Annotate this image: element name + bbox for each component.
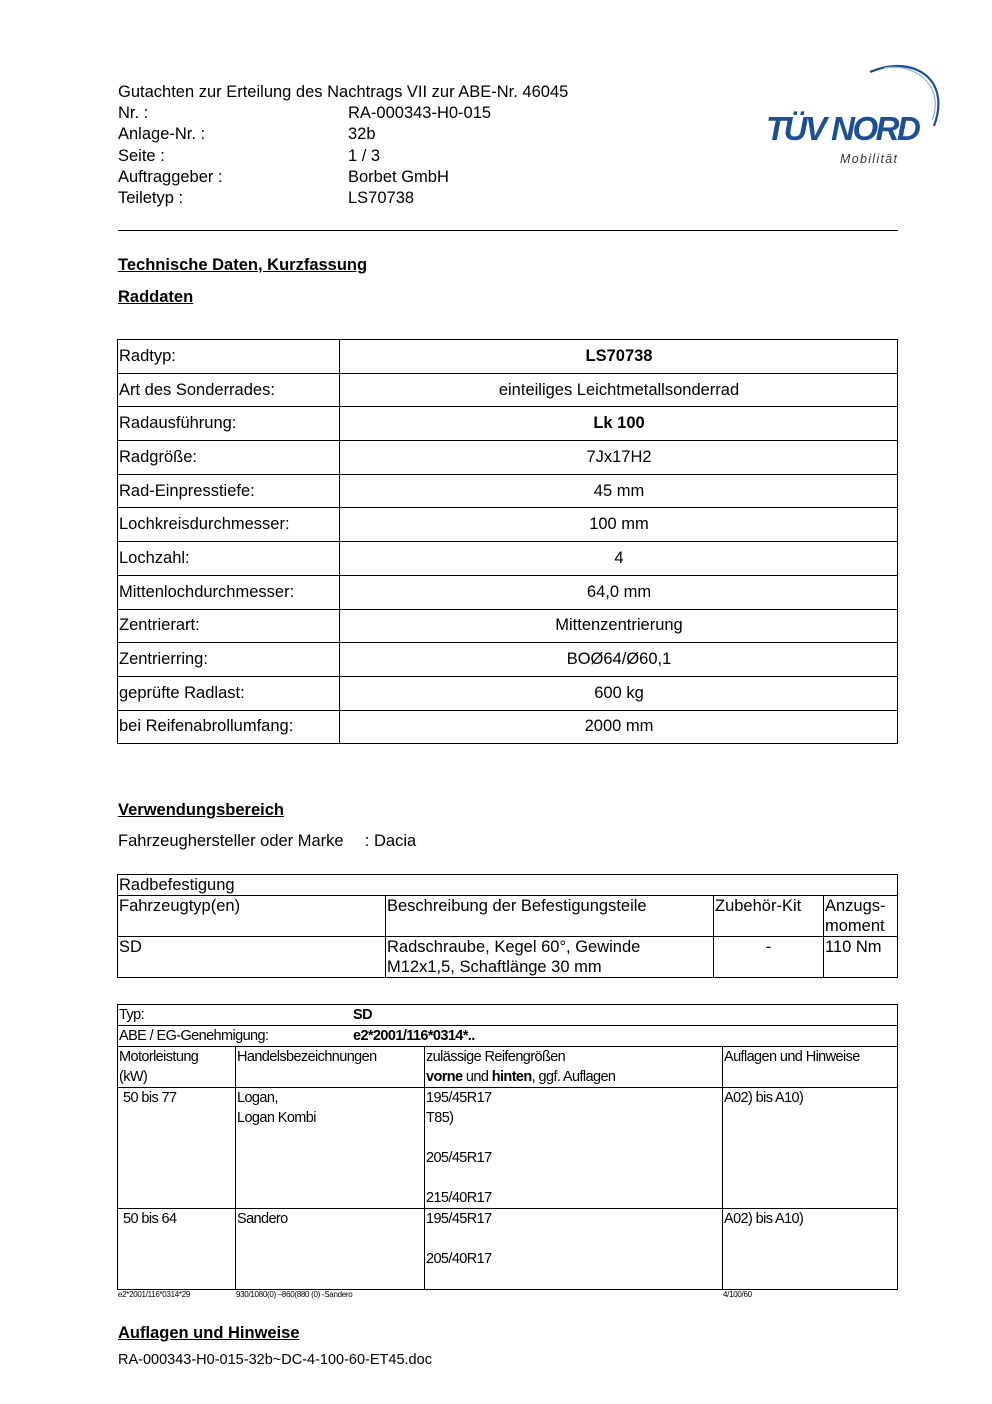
handelsbezeichnung-cell bbox=[236, 1088, 425, 1209]
smallprint-gewicht: 930/1080(0) –860(880 (0) -Sandero bbox=[236, 1290, 353, 1299]
raddaten-value: Mittenzentrierung bbox=[340, 609, 898, 643]
document-title: Gutachten zur Erteilung des Nachtrags VII zur ABE-Nr. 46045 bbox=[118, 83, 569, 101]
raddaten-value: 64,0 mm bbox=[340, 575, 898, 609]
hersteller-separator: : bbox=[364, 832, 370, 850]
raddaten-value: einteiliges Leichtmetallsonderrad bbox=[340, 373, 898, 407]
document-header bbox=[118, 82, 568, 209]
raddaten-label: Zentrierring: bbox=[118, 643, 340, 677]
radbefestigung-table bbox=[117, 874, 898, 978]
column-header-line: Motorleistung bbox=[119, 1049, 199, 1065]
reifen-line: T85) bbox=[426, 1110, 454, 1126]
typ-table bbox=[117, 1004, 898, 1290]
raddaten-value: BOØ64/Ø60,1 bbox=[340, 643, 898, 677]
footer-filename: RA-000343-H0-015-32b~DC-4-100-60-ET45.doc bbox=[118, 1352, 432, 1368]
heading-technische-daten: Technische Daten, Kurzfassung bbox=[118, 256, 368, 274]
raddaten-label: Art des Sonderrades: bbox=[118, 373, 340, 407]
zubehoer-cell: - bbox=[714, 937, 824, 978]
column-header-anzugsmoment bbox=[824, 896, 898, 937]
table-row bbox=[118, 937, 898, 978]
table-row bbox=[118, 508, 898, 542]
header-row-nr bbox=[118, 103, 568, 124]
typ-value: SD bbox=[353, 1007, 372, 1023]
header-key: Teiletyp : bbox=[118, 189, 184, 208]
raddaten-label: Radausführung: bbox=[118, 407, 340, 441]
logo-wordmark: TÜV NORD bbox=[766, 110, 919, 147]
abe-label: ABE / EG-Genehmigung: bbox=[119, 1028, 269, 1044]
handelsbezeichnung-cell bbox=[236, 1209, 425, 1290]
header-value: Borbet GmbH bbox=[348, 167, 449, 186]
raddaten-value: 45 mm bbox=[340, 474, 898, 508]
hersteller-line bbox=[118, 832, 416, 851]
reifen-cell bbox=[425, 1209, 723, 1290]
table-row bbox=[118, 542, 898, 576]
header-key: Nr. : bbox=[118, 104, 149, 123]
header-row-teiletyp bbox=[118, 188, 568, 209]
bold-word: vorne bbox=[426, 1069, 463, 1085]
reifen-line: 205/40R17 bbox=[426, 1251, 492, 1267]
reifen-line: 215/40R17 bbox=[426, 1190, 492, 1206]
raddaten-label: Radtyp: bbox=[118, 340, 340, 374]
fahrzeugtyp-cell: SD bbox=[118, 937, 386, 978]
table-row bbox=[118, 875, 898, 896]
hersteller-value: Dacia bbox=[373, 832, 417, 850]
table-row bbox=[118, 1026, 898, 1047]
column-header: Zubehör-Kit bbox=[714, 896, 824, 937]
raddaten-label: Rad-Einpresstiefe: bbox=[118, 474, 340, 508]
typ-label: Typ: bbox=[119, 1007, 144, 1023]
header-row-seite bbox=[118, 146, 568, 167]
header-key: Anlage-Nr. : bbox=[118, 125, 206, 144]
table-row bbox=[118, 710, 898, 744]
table-row bbox=[118, 1209, 898, 1290]
name-line: Logan Kombi bbox=[237, 1110, 316, 1126]
raddaten-label: Mittenlochdurchmesser: bbox=[118, 575, 340, 609]
table-row bbox=[118, 441, 898, 475]
reifen-line: 195/45R17 bbox=[426, 1090, 492, 1106]
header-value: RA-000343-H0-015 bbox=[348, 104, 492, 123]
column-header-reifen bbox=[425, 1047, 723, 1088]
header-divider bbox=[118, 230, 898, 231]
abe-value: e2*2001/116*0314*.. bbox=[353, 1028, 475, 1044]
table-row bbox=[118, 1005, 898, 1026]
typ-row bbox=[118, 1005, 898, 1026]
hersteller-label: Fahrzeughersteller oder Marke bbox=[118, 832, 344, 850]
table-row bbox=[118, 609, 898, 643]
header-value: 1 / 3 bbox=[348, 146, 381, 165]
column-header-line bbox=[426, 1067, 721, 1087]
header-key: Auftraggeber : bbox=[118, 167, 223, 186]
raddaten-value: 4 bbox=[340, 542, 898, 576]
reifen-line: 205/45R17 bbox=[426, 1150, 492, 1166]
raddaten-label: Radgröße: bbox=[118, 441, 340, 475]
header-key: Seite : bbox=[118, 146, 165, 165]
beschreibung-cell bbox=[386, 937, 714, 978]
column-header: Beschreibung der Befestigungsteile bbox=[386, 896, 714, 937]
beschreibung-line: Radschraube, Kegel 60°, Gewinde bbox=[387, 938, 641, 956]
raddaten-label: Zentrierart: bbox=[118, 609, 340, 643]
anzugsmoment-cell: 110 Nm bbox=[824, 937, 898, 978]
raddaten-value: Lk 100 bbox=[340, 407, 898, 441]
table-row bbox=[118, 474, 898, 508]
heading-verwendungsbereich: Verwendungsbereich bbox=[118, 801, 284, 819]
motor-cell: 50 bis 64 bbox=[118, 1209, 236, 1290]
motor-cell: 50 bis 77 bbox=[118, 1088, 236, 1209]
column-header-line: Anzugs- bbox=[825, 897, 886, 915]
raddaten-label: bei Reifenabrollumfang: bbox=[118, 710, 340, 744]
table-row bbox=[118, 575, 898, 609]
table-row bbox=[118, 643, 898, 677]
reifen-cell bbox=[425, 1088, 723, 1209]
table-row bbox=[118, 896, 898, 937]
column-header: Auflagen und Hinweise bbox=[723, 1047, 898, 1088]
column-header-motor bbox=[118, 1047, 236, 1088]
table-row bbox=[118, 676, 898, 710]
name-line: Logan, bbox=[237, 1090, 278, 1106]
raddaten-value: LS70738 bbox=[340, 340, 898, 374]
reifen-line: 195/45R17 bbox=[426, 1211, 492, 1227]
smallprint-lochkreis: 4/100/60 bbox=[723, 1290, 752, 1299]
auflagen-cell: A02) bis A10) bbox=[723, 1088, 898, 1209]
table-row bbox=[118, 407, 898, 441]
suffix-text: , ggf. Auflagen bbox=[531, 1069, 616, 1085]
raddaten-value: 7Jx17H2 bbox=[340, 441, 898, 475]
column-header: Fahrzeugtyp(en) bbox=[118, 896, 386, 937]
logo-subtitle: Mobilität bbox=[840, 152, 899, 166]
tuv-nord-logo bbox=[762, 58, 942, 173]
auflagen-cell: A02) bis A10) bbox=[723, 1209, 898, 1290]
connector-word: und bbox=[462, 1069, 492, 1085]
table-row bbox=[118, 1088, 898, 1209]
column-header: Handelsbezeichnungen bbox=[236, 1047, 425, 1088]
raddaten-label: Lochkreisdurchmesser: bbox=[118, 508, 340, 542]
raddaten-value: 2000 mm bbox=[340, 710, 898, 744]
heading-auflagen: Auflagen und Hinweise bbox=[118, 1324, 300, 1342]
bold-word: hinten bbox=[491, 1069, 532, 1085]
column-header-line: moment bbox=[825, 917, 885, 935]
radbefestigung-title: Radbefestigung bbox=[118, 875, 898, 896]
raddaten-value: 600 kg bbox=[340, 676, 898, 710]
raddaten-table bbox=[117, 339, 898, 744]
raddaten-value: 100 mm bbox=[340, 508, 898, 542]
table-row bbox=[118, 340, 898, 374]
smallprint-genehmigung: e2*2001/116*0314*29 bbox=[118, 1290, 191, 1299]
header-value: LS70738 bbox=[348, 189, 415, 208]
abe-row bbox=[118, 1026, 898, 1047]
raddaten-label: geprüfte Radlast: bbox=[118, 676, 340, 710]
heading-raddaten: Raddaten bbox=[118, 288, 194, 306]
header-row-anlage bbox=[118, 124, 568, 145]
column-header-line: zulässige Reifengrößen bbox=[426, 1049, 566, 1065]
header-value: 32b bbox=[348, 125, 376, 144]
raddaten-label: Lochzahl: bbox=[118, 542, 340, 576]
table-row bbox=[118, 1047, 898, 1088]
header-row-auftraggeber bbox=[118, 167, 568, 188]
beschreibung-line: M12x1,5, Schaftlänge 30 mm bbox=[387, 958, 602, 976]
table-row bbox=[118, 373, 898, 407]
name-line: Sandero bbox=[237, 1211, 288, 1227]
column-header-line: (kW) bbox=[119, 1069, 148, 1085]
